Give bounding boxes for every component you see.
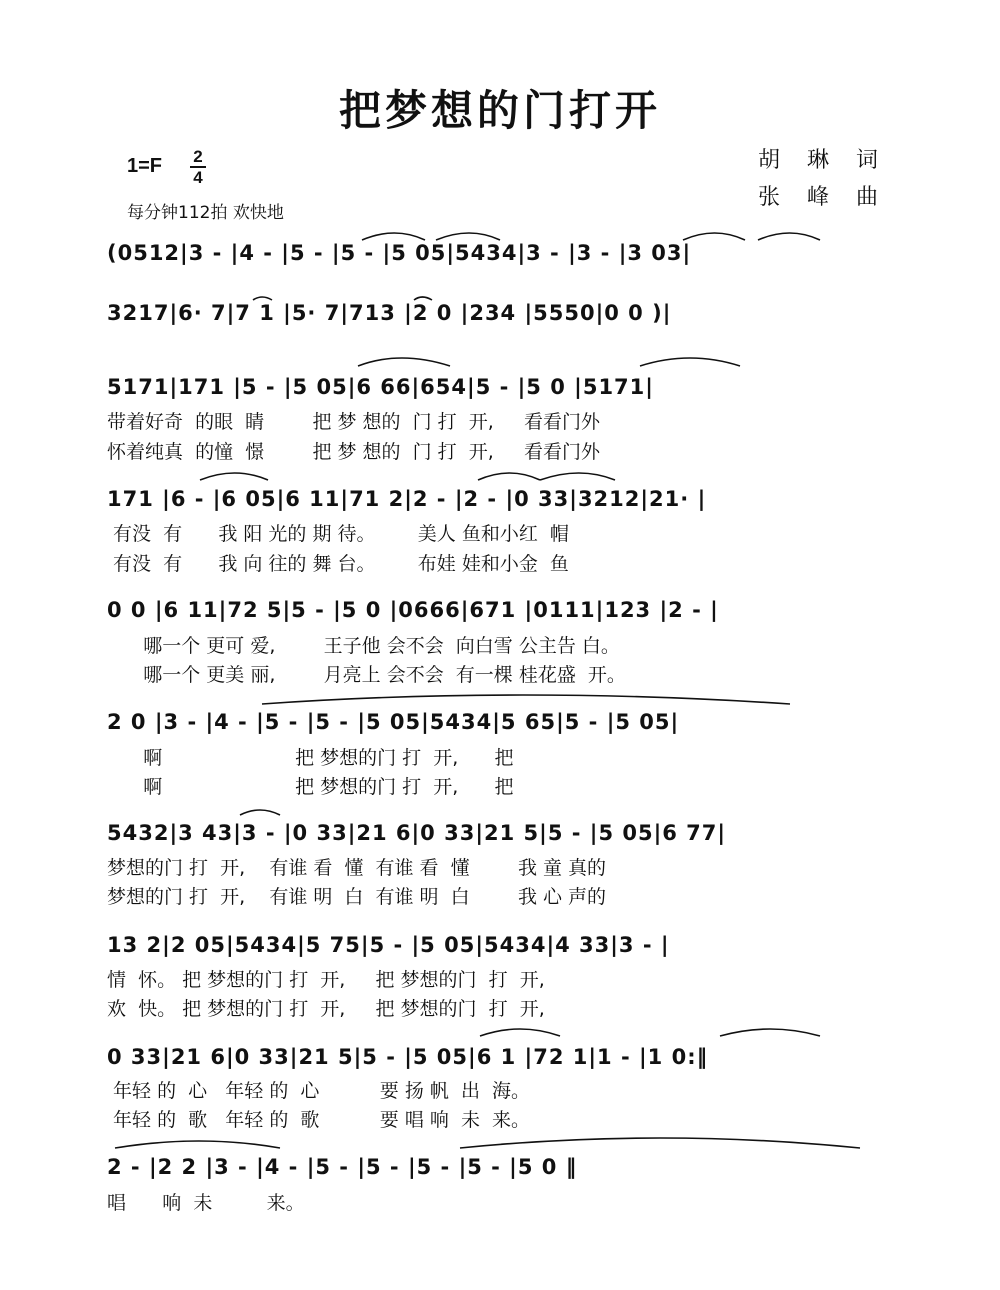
lyric-line-7-verse-2: 梦想的门 打 开, 有谁 明 白 有谁 明 白 我 心 声的 xyxy=(107,886,607,908)
lyric-line-7-verse-1: 梦想的门 打 开, 有谁 看 懂 有谁 看 懂 我 童 真的 xyxy=(107,857,607,879)
lyric-line-9-verse-2: 年轻 的 歌 年轻 的 歌 要 唱 响 未 来。 xyxy=(107,1109,531,1131)
time-signature: 2 4 xyxy=(190,148,206,186)
lyric-line-9-verse-1: 年轻 的 心 年轻 的 心 要 扬 帆 出 海。 xyxy=(107,1080,531,1102)
tempo-marking: 每分钟112拍 欢快地 xyxy=(127,203,284,223)
notation-line-7: 5432|3 43|3 - |0 33|21 6|0 33|21 5|5 - |5 05|6 77| xyxy=(107,821,727,845)
lyric-line-5-verse-2: 哪一个 更美 丽, 月亮上 会不会 有一棵 桂花盛 开。 xyxy=(107,664,626,686)
notation-line-4: 171 |6 - |6 05|6 11|71 2|2 - |2 - |0 33|3212|21· | xyxy=(107,487,707,511)
notation-line-2: 3217|6· 7|7 1 |5· 7|713 |2 0 |234 |5550|0 0 )| xyxy=(107,301,672,325)
lyric-line-4-verse-1: 有没 有 我 阳 光的 期 待。 美人 鱼和小红 帽 xyxy=(107,523,569,545)
notation-line-8: 13 2|2 05|5434|5 75|5 - |5 05|5434|4 33|3 - | xyxy=(107,933,670,957)
lyric-line-3-verse-2: 怀着纯真 的憧 憬 把 梦 想的 门 打 开, 看看门外 xyxy=(107,441,600,463)
lyric-line-5-verse-1: 哪一个 更可 爱, 王子他 会不会 向白雪 公主告 白。 xyxy=(107,635,620,657)
notation-line-5: 0 0 |6 11|72 5|5 - |5 0 |0666|671 |0111|123 |2 - | xyxy=(107,598,719,622)
song-title: 把梦想的门打开 xyxy=(338,86,661,135)
key-signature: 1=F xyxy=(127,155,163,177)
lyric-line-6-verse-2: 啊 把 梦想的门 打 开, 把 xyxy=(107,776,514,798)
notation-line-1: (0512|3 - |4 - |5 - |5 - |5 05|5434|3 - |3 - |3 03| xyxy=(107,241,692,265)
notation-line-10: 2 - |2 2 |3 - |4 - |5 - |5 - |5 - |5 - |5 0 ‖ xyxy=(107,1155,578,1179)
composer-credit: 张 峰 曲 xyxy=(758,185,888,210)
lyric-line-3-verse-1: 带着好奇 的眼 睛 把 梦 想的 门 打 开, 看看门外 xyxy=(107,411,600,433)
notation-line-6: 2 0 |3 - |4 - |5 - |5 - |5 05|5434|5 65|5 - |5 05| xyxy=(107,710,680,734)
lyric-line-4-verse-2: 有没 有 我 向 往的 舞 台。 布娃 娃和小金 鱼 xyxy=(107,553,569,575)
lyric-line-10-verse-1: 唱 响 未 来。 xyxy=(107,1192,305,1214)
lyric-line-8-verse-2: 欢 快。 把 梦想的门 打 开, 把 梦想的门 打 开, xyxy=(107,998,545,1020)
lyric-line-6-verse-1: 啊 把 梦想的门 打 开, 把 xyxy=(107,747,514,769)
lyricist-credit: 胡 琳 词 xyxy=(758,148,888,173)
notation-line-9: 0 33|21 6|0 33|21 5|5 - |5 05|6 1 |72 1|1 - |1 0:‖ xyxy=(107,1045,709,1069)
notation-line-3: 5171|171 |5 - |5 05|6 66|654|5 - |5 0 |5171| xyxy=(107,375,654,399)
lyric-line-8-verse-1: 情 怀。 把 梦想的门 打 开, 把 梦想的门 打 开, xyxy=(107,969,545,991)
